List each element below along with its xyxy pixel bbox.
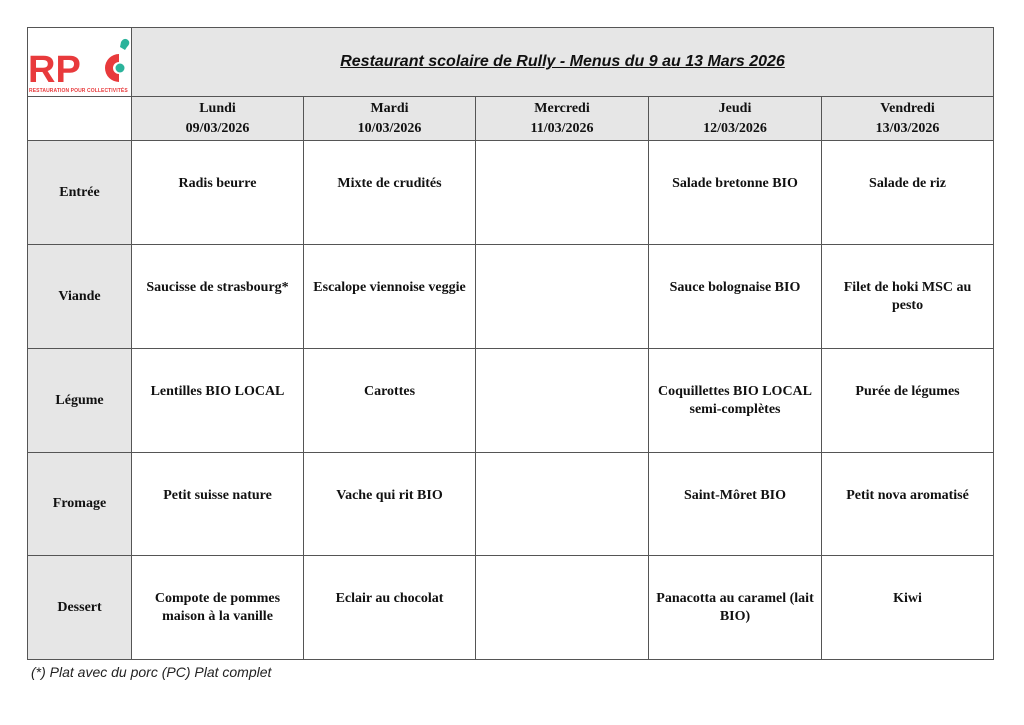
dish-cell [132, 556, 304, 660]
day-name: Jeudi [718, 101, 752, 116]
dish-text: Saucisse de strasbourg* [146, 280, 289, 295]
dish-cell [476, 141, 649, 245]
category-label: Fromage [28, 453, 132, 556]
category-label: Dessert [28, 556, 132, 660]
corner-cell [28, 97, 132, 141]
menu-row-legume [28, 349, 994, 453]
dish-text [476, 453, 648, 487]
dish-text: Sauce bolognaise BIO [669, 280, 801, 295]
dish-text: Petit suisse nature [163, 488, 272, 503]
day-date: 11/03/2026 [530, 121, 594, 136]
day-header-wednesday [476, 97, 649, 141]
dish-cell [822, 556, 994, 660]
dish-text: Salade bretonne BIO [672, 176, 798, 191]
dish-cell [304, 141, 476, 245]
dish-text: Compote de pommes maison à la vanille [154, 591, 281, 624]
logo-cell [28, 28, 132, 97]
day-name: Vendredi [880, 101, 935, 116]
dish-text: Saint-Môret BIO [683, 488, 786, 503]
dish-cell [649, 453, 822, 556]
menu-row-viande [28, 245, 994, 349]
page-title: Restaurant scolaire de Rully - Menus du 9 au 13 Mars 2026 [340, 53, 785, 70]
dish-text [476, 556, 648, 590]
dish-cell [649, 349, 822, 453]
logo-letters: RP [28, 49, 81, 91]
day-date: 10/03/2026 [357, 121, 422, 136]
dish-cell [476, 245, 649, 349]
dish-text: Lentilles BIO LOCAL [150, 384, 285, 399]
dish-text: Coquillettes BIO LOCAL semi-complètes [657, 384, 812, 417]
dish-cell [304, 245, 476, 349]
dish-cell [476, 453, 649, 556]
dish-text: Escalope viennoise veggie [313, 280, 466, 295]
dish-text: Salade de riz [869, 176, 947, 191]
menu-row-fromage [28, 453, 994, 556]
dish-text: Purée de légumes [855, 384, 960, 399]
category-label: Viande [28, 245, 132, 349]
dish-text: Panacotta au caramel (lait BIO) [656, 591, 814, 624]
day-header-thursday [649, 97, 822, 141]
category-label: Entrée [28, 141, 132, 245]
dish-text [476, 349, 648, 383]
footnote: (*) Plat avec du porc (PC) Plat complet [31, 664, 272, 680]
dish-text: Vache qui rit BIO [336, 488, 443, 503]
dish-text: Eclair au chocolat [335, 591, 444, 606]
rpc-logo [28, 28, 131, 96]
day-name: Mardi [370, 101, 409, 116]
dish-text [476, 245, 648, 279]
day-date: 12/03/2026 [703, 121, 767, 136]
dish-text: Filet de hoki MSC au pesto [843, 280, 972, 313]
category-label: Légume [28, 349, 132, 453]
dish-cell [649, 556, 822, 660]
dish-cell [132, 349, 304, 453]
title-cell [132, 28, 994, 97]
day-date: 09/03/2026 [185, 121, 250, 136]
day-header-monday [132, 97, 304, 141]
dish-cell [822, 453, 994, 556]
dish-text: Carottes [363, 384, 416, 399]
dish-cell [822, 141, 994, 245]
dish-cell [132, 453, 304, 556]
dish-cell [476, 556, 649, 660]
dish-cell [304, 349, 476, 453]
dish-cell [649, 141, 822, 245]
day-name: Lundi [199, 101, 236, 116]
menu-row-entree [28, 141, 994, 245]
dish-cell [476, 349, 649, 453]
dish-text: Petit nova aromatisé [846, 488, 969, 503]
dish-cell [649, 245, 822, 349]
logo-tagline: RESTAURATION POUR COLLECTIVITÉS [29, 88, 128, 94]
logo-dot-icon [116, 64, 125, 73]
day-header-tuesday [304, 97, 476, 141]
dish-cell [822, 245, 994, 349]
menu-row-dessert [28, 556, 994, 660]
chef-hat-icon [120, 39, 129, 50]
dish-cell [132, 141, 304, 245]
dish-text: Mixte de crudités [337, 176, 442, 191]
dish-text: Kiwi [893, 591, 922, 606]
day-date: 13/03/2026 [875, 121, 940, 136]
dish-text: Radis beurre [178, 176, 257, 191]
day-name: Mercredi [534, 101, 590, 116]
dish-cell [822, 349, 994, 453]
dish-text [476, 141, 648, 175]
dish-cell [304, 453, 476, 556]
day-header-friday [822, 97, 994, 141]
menu-table [27, 27, 994, 660]
dish-cell [304, 556, 476, 660]
dish-cell [132, 245, 304, 349]
